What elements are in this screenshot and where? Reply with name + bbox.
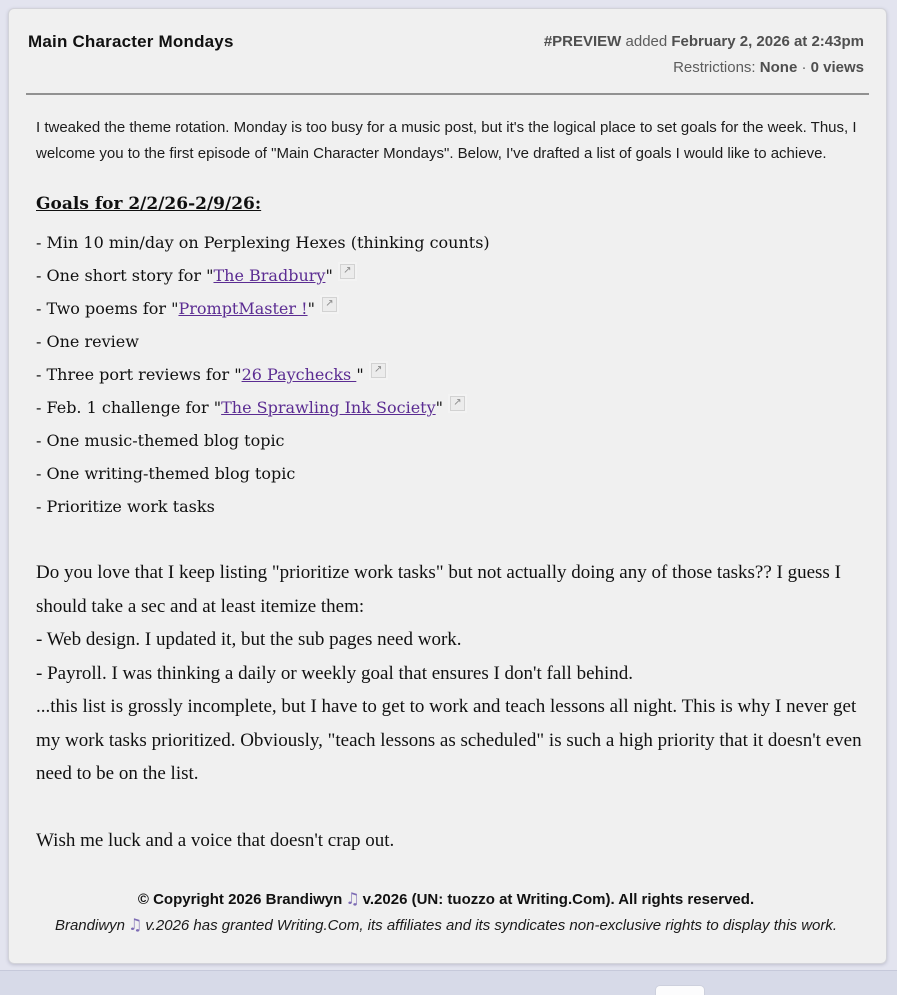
goal-link[interactable]: The Bradbury: [213, 266, 326, 285]
license-before: Brandiwyn: [54, 917, 125, 934]
external-link-icon[interactable]: [371, 363, 386, 378]
license-line: [36, 915, 856, 934]
work-section-line: ...this list is grossly incomplete, but I have to get to work and teach lessons all night. This is why I never get my work tasks prioritized. Obviously, "teach lessons as scheduled" is such a high priority that it doesn't even need to be on the list.: [36, 696, 862, 784]
license-after: v.2026 has granted Writing.Com, its affiliates and its syndicates non-exclusive rights to display this work.: [145, 917, 838, 934]
bottom-tab[interactable]: [655, 985, 705, 995]
meta-separator: ·: [797, 59, 811, 76]
copyright-before: © Copyright 2026 Brandiwyn: [137, 891, 343, 908]
goal-item: - Three port reviews for "26 Paychecks " ↗: [36, 358, 856, 391]
goal-link[interactable]: 26 Paychecks: [241, 365, 357, 384]
preview-tag: #PREVIEW: [543, 33, 622, 50]
music-notes-icon: ♫: [128, 915, 143, 934]
external-link-arrow: ↗: [453, 397, 462, 408]
post-meta-line2: [544, 55, 864, 81]
goal-item: - Feb. 1 challenge for "The Sprawling Ink Society" ↗: [36, 391, 856, 424]
post-footer: [36, 889, 856, 934]
goal-link[interactable]: The Sprawling Ink Society: [221, 398, 436, 417]
copyright-line: [36, 889, 856, 908]
external-link-arrow: ↗: [325, 298, 334, 309]
work-tasks-section: [36, 556, 872, 791]
goal-link[interactable]: PromptMaster !: [178, 299, 308, 318]
intro-paragraph: I tweaked the theme rotation. Monday is too busy for a music post, but it's the logical place to set goals for the week. Thus, I welcome you to the first episode of "Main Character Mondays". Below, I've drafted a list of goals I would like to achieve.: [36, 119, 857, 162]
music-notes-icon: ♫: [345, 889, 360, 908]
goals-list: [36, 226, 856, 523]
restrictions-label: Restrictions:: [673, 59, 760, 76]
page-bottom-strip: [0, 970, 897, 995]
post-preview-card: [8, 8, 887, 964]
added-date: February 2, 2026 at 2:43pm: [671, 33, 864, 50]
post-body: [9, 95, 886, 934]
post-meta-line1: [544, 29, 864, 55]
external-link-arrow: ↗: [373, 364, 383, 375]
external-link-icon[interactable]: [322, 297, 337, 312]
restrictions-value: None: [759, 59, 798, 76]
external-link-icon[interactable]: [450, 396, 465, 411]
external-link-arrow: ↗: [343, 265, 352, 276]
goal-item: - One music-themed blog topic: [36, 431, 285, 450]
work-section-line: - Payroll. I was thinking a daily or weekly goal that ensures I don't fall behind.: [36, 662, 634, 684]
external-link-icon[interactable]: [340, 264, 355, 279]
goal-item: - One short story for "The Bradbury" ↗: [36, 259, 856, 292]
goal-item: - One writing-themed blog topic: [36, 464, 296, 483]
post-meta: [544, 29, 864, 81]
post-header: [9, 9, 886, 81]
goal-item: - Prioritize work tasks: [36, 497, 215, 516]
work-section-line: Do you love that I keep listing "prioritize work tasks" but not actually doing any of those tasks?? I guess I should take a sec and at least itemize them:: [36, 562, 841, 617]
goal-item: - One review: [36, 332, 139, 351]
copyright-after: v.2026 (UN: tuozzo at Writing.Com). All rights reserved.: [362, 891, 755, 908]
goal-item: - Min 10 min/day on Perplexing Hexes (thinking counts): [36, 233, 490, 252]
added-label: added: [621, 33, 672, 50]
goals-heading: Goals for 2/2/26-2/9/26:: [36, 194, 262, 214]
goal-item: - Two poems for "PromptMaster !" ↗: [36, 292, 856, 325]
work-section-line: - Web design. I updated it, but the sub pages need work.: [36, 629, 462, 650]
post-title: Main Character Mondays: [28, 32, 234, 51]
closing-line: Wish me luck and a voice that doesn't crap out.: [36, 829, 395, 851]
views-count: 0 views: [810, 59, 864, 76]
